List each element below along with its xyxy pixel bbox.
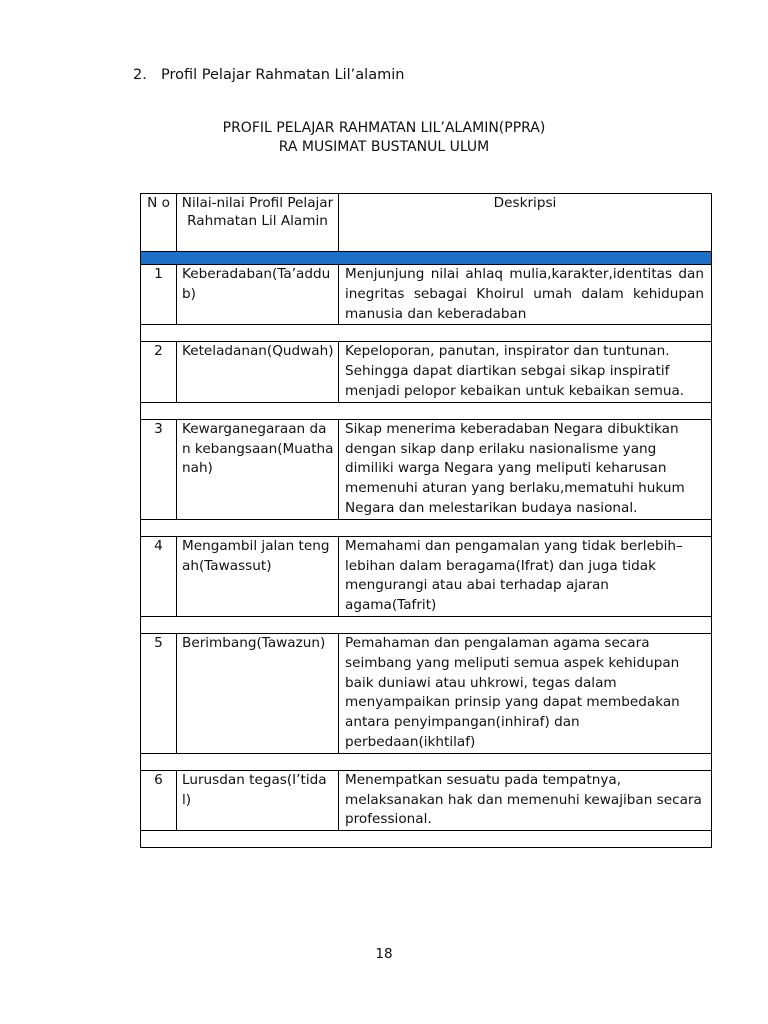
header-deskripsi: Deskripsi [339,194,712,252]
row-deskripsi: Pemahaman dan pengalaman agama secara seimbang yang meliputi semua aspek kehidupan baik duniawi atau uhkrowi, tegas dalam menyampaikan prinsip yang dapat membedakan antara penyimpangan(inhiraf) dan perbedaan(ikhtilaf) [339,633,712,753]
table-row [141,770,712,830]
section-number: 2. [133,67,147,83]
row-spacer [141,325,712,342]
row-number: 6 [141,770,177,830]
row-number: 2 [141,342,177,402]
row-deskripsi: Sikap menerima keberadaban Negara dibuktikan dengan sikap danp erilaku nasionalisme yang dimiliki warga Negara yang meliputi keharusan memenuhi aturan yang berlaku,mematuhi hukum Negara dan melestarikan budaya nasional. [339,419,712,519]
section-heading [133,67,404,83]
section-title: Profil Pelajar Rahmatan Lil’alamin [161,67,405,83]
table-header-row [141,194,712,252]
row-nilai: Berimbang(Tawazun) [177,633,339,753]
row-spacer [141,753,712,770]
row-nilai: Keberadaban(Ta’addub) [177,265,339,325]
header-no: N o [141,194,177,252]
row-spacer [141,831,712,848]
page-number: 18 [375,946,393,962]
header-nilai: Nilai-nilai Profil Pelajar Rahmatan Lil Alamin [177,194,339,252]
row-nilai: Mengambil jalan tengah(Tawassut) [177,536,339,616]
row-nilai: Kewarganegaraan dan kebangsaan(Muathanah) [177,419,339,519]
row-nilai: Lurusdan tegas(I’tidal) [177,770,339,830]
document-subtitle: RA MUSIMAT BUSTANUL ULUM [278,139,490,155]
table-row [141,536,712,616]
row-number: 1 [141,265,177,325]
row-deskripsi: Kepeloporan, panutan, inspirator dan tuntunan. Sehingga dapat diartikan sebgai sikap inspiratif menjadi pelopor kebaikan untuk kebaikan semua. [339,342,712,402]
row-number: 4 [141,536,177,616]
row-deskripsi: Menempatkan sesuatu pada tempatnya, melaksanakan hak dan memenuhi kewajiban secara professional. [339,770,712,830]
row-nilai: Keteladanan(Qudwah) [177,342,339,402]
table-row [141,342,712,402]
document-title: PROFIL PELAJAR RAHMATAN LIL’ALAMIN(PPRA) [222,120,546,136]
table-row [141,633,712,753]
table-row [141,265,712,325]
row-spacer [141,519,712,536]
table-row [141,419,712,519]
row-deskripsi: Memahami dan pengamalan yang tidak berlebih–lebihan dalam beragama(Ifrat) dan juga tidak mengurangi atau abai terhadap ajaran agama(Tafrit) [339,536,712,616]
row-number: 5 [141,633,177,753]
header-color-bar [141,252,712,265]
row-deskripsi: Menjunjung nilai ahlaq mulia,karakter,identitas dan inegritas sebagai Khoirul umah dalam kehidupan manusia dan keberadaban [339,265,712,325]
row-spacer [141,402,712,419]
ppra-table [140,193,712,848]
row-number: 3 [141,419,177,519]
row-spacer [141,616,712,633]
